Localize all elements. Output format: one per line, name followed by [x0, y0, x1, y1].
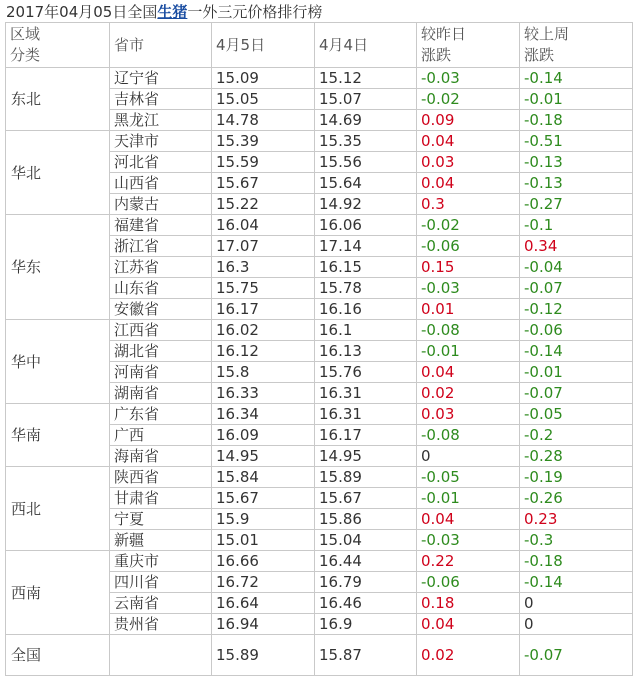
header-region [6, 23, 110, 68]
day-change-cell: -0.08 [417, 320, 520, 341]
table-row [6, 68, 633, 89]
day-change-cell: -0.06 [417, 572, 520, 593]
title-suffix: 一外三元价格排行榜 [187, 3, 323, 21]
province-cell: 内蒙古 [110, 194, 212, 215]
province-cell: 广东省 [110, 404, 212, 425]
region-cell: 华北 [6, 131, 110, 215]
week-change-cell: -0.01 [520, 89, 633, 110]
province-cell: 江西省 [110, 320, 212, 341]
header-row [6, 23, 633, 68]
province-cell: 河南省 [110, 362, 212, 383]
price-apr5-cell: 16.64 [212, 593, 315, 614]
price-apr4-cell: 16.31 [315, 404, 417, 425]
header-apr4 [315, 23, 417, 68]
price-apr4-cell: 16.17 [315, 425, 417, 446]
price-apr4-cell: 16.1 [315, 320, 417, 341]
region-cell: 华南 [6, 404, 110, 467]
province-cell: 山西省 [110, 173, 212, 194]
day-change-cell: -0.05 [417, 467, 520, 488]
price-apr5-cell: 15.05 [212, 89, 315, 110]
price-apr4-cell: 15.35 [315, 131, 417, 152]
price-apr5-cell: 15.89 [212, 635, 315, 676]
total-row [6, 635, 633, 676]
region-cell: 西南 [6, 551, 110, 635]
title-link[interactable]: 生猪 [157, 3, 188, 21]
price-apr4-cell: 16.79 [315, 572, 417, 593]
week-change-cell: -0.05 [520, 404, 633, 425]
region-cell: 东北 [6, 68, 110, 131]
day-change-cell: 0.04 [417, 173, 520, 194]
header-line: 区域 [10, 25, 41, 43]
price-apr5-cell: 14.78 [212, 110, 315, 131]
price-apr4-cell: 15.86 [315, 509, 417, 530]
day-change-cell: 0.02 [417, 383, 520, 404]
province-cell: 福建省 [110, 215, 212, 236]
header-line: 较昨日 [421, 25, 467, 43]
province-cell: 黑龙江 [110, 110, 212, 131]
price-apr4-cell: 16.16 [315, 299, 417, 320]
province-cell: 贵州省 [110, 614, 212, 635]
day-change-cell: -0.06 [417, 236, 520, 257]
table-row [6, 131, 633, 152]
week-change-cell: -0.51 [520, 131, 633, 152]
price-apr5-cell: 15.75 [212, 278, 315, 299]
price-apr4-cell: 16.46 [315, 593, 417, 614]
province-cell: 四川省 [110, 572, 212, 593]
week-change-cell: -0.19 [520, 467, 633, 488]
day-change-cell: 0.03 [417, 404, 520, 425]
table-row [6, 320, 633, 341]
week-change-cell: -0.13 [520, 152, 633, 173]
region-cell: 华东 [6, 215, 110, 320]
price-apr4-cell: 14.92 [315, 194, 417, 215]
week-change-cell: -0.12 [520, 299, 633, 320]
week-change-cell: -0.14 [520, 68, 633, 89]
province-cell: 重庆市 [110, 551, 212, 572]
day-change-cell: 0.04 [417, 509, 520, 530]
price-apr4-cell: 15.64 [315, 173, 417, 194]
week-change-cell: -0.13 [520, 173, 633, 194]
price-apr4-cell: 15.12 [315, 68, 417, 89]
week-change-cell: -0.06 [520, 320, 633, 341]
price-apr5-cell: 15.39 [212, 131, 315, 152]
region-cell: 全国 [6, 635, 110, 676]
title-prefix: 2017年04月05日全国 [6, 3, 158, 21]
price-apr4-cell: 17.14 [315, 236, 417, 257]
header-line: 4月5日 [216, 35, 266, 54]
price-apr4-cell: 15.78 [315, 278, 417, 299]
price-apr5-cell: 15.84 [212, 467, 315, 488]
price-apr5-cell: 16.12 [212, 341, 315, 362]
day-change-cell: 0.03 [417, 152, 520, 173]
week-change-cell: 0 [520, 614, 633, 635]
price-apr5-cell: 15.09 [212, 68, 315, 89]
price-apr4-cell: 15.07 [315, 89, 417, 110]
day-change-cell: -0.01 [417, 488, 520, 509]
price-apr5-cell: 16.3 [212, 257, 315, 278]
day-change-cell: 0.3 [417, 194, 520, 215]
week-change-cell: -0.2 [520, 425, 633, 446]
week-change-cell: -0.28 [520, 446, 633, 467]
day-change-cell: 0.04 [417, 362, 520, 383]
week-change-cell: -0.14 [520, 572, 633, 593]
province-cell: 山东省 [110, 278, 212, 299]
province-cell: 辽宁省 [110, 68, 212, 89]
day-change-cell: -0.02 [417, 215, 520, 236]
week-change-cell: 0 [520, 593, 633, 614]
week-change-cell: -0.1 [520, 215, 633, 236]
header-line: 涨跌 [421, 46, 452, 64]
header-line: 涨跌 [524, 46, 555, 64]
week-change-cell: -0.26 [520, 488, 633, 509]
day-change-cell: 0.18 [417, 593, 520, 614]
week-change-cell: -0.01 [520, 362, 633, 383]
price-apr5-cell: 15.9 [212, 509, 315, 530]
day-change-cell: -0.03 [417, 278, 520, 299]
header-line: 4月4日 [319, 35, 369, 54]
province-cell: 甘肃省 [110, 488, 212, 509]
price-apr4-cell: 16.13 [315, 341, 417, 362]
day-change-cell: 0.04 [417, 614, 520, 635]
price-apr4-cell: 14.95 [315, 446, 417, 467]
table-row [6, 215, 633, 236]
province-cell: 陕西省 [110, 467, 212, 488]
price-apr5-cell: 16.04 [212, 215, 315, 236]
week-change-cell: 0.34 [520, 236, 633, 257]
day-change-cell: 0.01 [417, 299, 520, 320]
week-change-cell: -0.3 [520, 530, 633, 551]
price-apr5-cell: 16.66 [212, 551, 315, 572]
price-apr4-cell: 16.9 [315, 614, 417, 635]
week-change-cell: 0.23 [520, 509, 633, 530]
price-apr5-cell: 15.01 [212, 530, 315, 551]
price-apr5-cell: 14.95 [212, 446, 315, 467]
region-cell: 华中 [6, 320, 110, 404]
province-cell: 吉林省 [110, 89, 212, 110]
province-cell: 河北省 [110, 152, 212, 173]
price-apr4-cell: 16.44 [315, 551, 417, 572]
price-apr5-cell: 15.8 [212, 362, 315, 383]
table-row [6, 551, 633, 572]
price-apr5-cell: 15.67 [212, 488, 315, 509]
day-change-cell: 0.15 [417, 257, 520, 278]
province-cell: 广西 [110, 425, 212, 446]
price-apr4-cell: 15.04 [315, 530, 417, 551]
price-apr5-cell: 16.02 [212, 320, 315, 341]
week-change-cell: -0.14 [520, 341, 633, 362]
header-week-change [520, 23, 633, 68]
province-cell: 湖南省 [110, 383, 212, 404]
price-apr4-cell: 16.31 [315, 383, 417, 404]
header-line: 省市 [114, 35, 145, 54]
week-change-cell: -0.07 [520, 635, 633, 676]
day-change-cell: 0.04 [417, 131, 520, 152]
province-cell: 海南省 [110, 446, 212, 467]
province-cell: 湖北省 [110, 341, 212, 362]
province-cell: 安徽省 [110, 299, 212, 320]
province-cell: 云南省 [110, 593, 212, 614]
price-apr5-cell: 16.34 [212, 404, 315, 425]
day-change-cell: -0.03 [417, 68, 520, 89]
price-apr4-cell: 16.15 [315, 257, 417, 278]
week-change-cell: -0.04 [520, 257, 633, 278]
header-line: 分类 [10, 46, 41, 64]
header-line: 较上周 [524, 25, 570, 43]
region-cell: 西北 [6, 467, 110, 551]
day-change-cell: 0.09 [417, 110, 520, 131]
day-change-cell: -0.08 [417, 425, 520, 446]
day-change-cell: -0.01 [417, 341, 520, 362]
week-change-cell: -0.07 [520, 383, 633, 404]
price-apr4-cell: 15.89 [315, 467, 417, 488]
price-apr5-cell: 16.17 [212, 299, 315, 320]
price-apr4-cell: 15.76 [315, 362, 417, 383]
day-change-cell: -0.03 [417, 530, 520, 551]
province-cell: 宁夏 [110, 509, 212, 530]
price-apr5-cell: 17.07 [212, 236, 315, 257]
province-cell: 新疆 [110, 530, 212, 551]
price-apr4-cell: 14.69 [315, 110, 417, 131]
price-apr5-cell: 16.94 [212, 614, 315, 635]
price-table [5, 22, 633, 676]
day-change-cell: 0.02 [417, 635, 520, 676]
price-apr5-cell: 16.72 [212, 572, 315, 593]
price-apr5-cell: 16.09 [212, 425, 315, 446]
price-apr4-cell: 15.67 [315, 488, 417, 509]
price-apr5-cell: 15.67 [212, 173, 315, 194]
day-change-cell: -0.02 [417, 89, 520, 110]
header-apr5 [212, 23, 315, 68]
page-title [6, 2, 322, 22]
price-apr5-cell: 16.33 [212, 383, 315, 404]
province-cell: 江苏省 [110, 257, 212, 278]
header-day-change [417, 23, 520, 68]
table-row [6, 467, 633, 488]
week-change-cell: -0.18 [520, 110, 633, 131]
week-change-cell: -0.27 [520, 194, 633, 215]
price-apr4-cell: 15.56 [315, 152, 417, 173]
province-cell: 天津市 [110, 131, 212, 152]
day-change-cell: 0 [417, 446, 520, 467]
table-row [6, 404, 633, 425]
day-change-cell: 0.22 [417, 551, 520, 572]
price-apr4-cell: 15.87 [315, 635, 417, 676]
price-apr5-cell: 15.22 [212, 194, 315, 215]
price-apr4-cell: 16.06 [315, 215, 417, 236]
week-change-cell: -0.07 [520, 278, 633, 299]
province-cell: 浙江省 [110, 236, 212, 257]
header-province [110, 23, 212, 68]
province-cell [110, 635, 212, 676]
price-apr5-cell: 15.59 [212, 152, 315, 173]
week-change-cell: -0.18 [520, 551, 633, 572]
